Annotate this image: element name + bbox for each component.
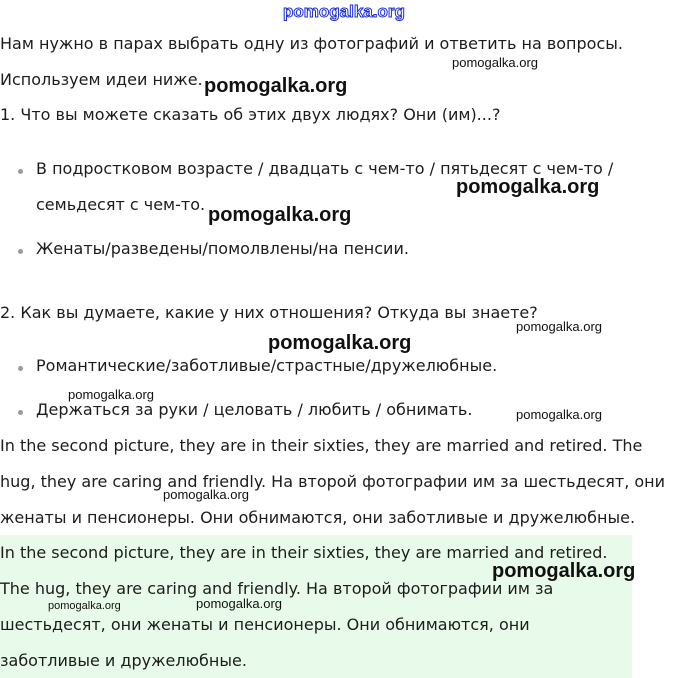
bullet-dot (18, 366, 23, 371)
bullet-dot (18, 169, 23, 174)
watermark: pomogalka.org (452, 55, 538, 70)
watermark: pomogalka.org (516, 319, 602, 334)
bullet-dot (18, 249, 23, 254)
answer-2-line-4: заботливые и дружелюбные. (0, 651, 247, 670)
q2-bullet-1: Романтические/заботливые/страстные/дружелюбные. (36, 356, 498, 375)
watermark: pomogalka.org (456, 176, 600, 198)
answer-2-line-3: шестьдесят, они женаты и пенсионеры. Они обнимаются, они (0, 615, 530, 634)
watermark: pomogalka.org (268, 332, 412, 354)
intro-line-2: Используем идеи ниже. (0, 70, 203, 89)
watermark: pomogalka.org (68, 387, 154, 402)
q2-bullet-2: Держаться за руки / целовать / любить / обнимать. (36, 400, 473, 419)
answer-1-line-1: In the second picture, they are in their sixties, they are married and retired. The (0, 436, 643, 455)
question-2-title: 2. Как вы думаете, какие у них отношения? Откуда вы знаете? (0, 303, 538, 322)
bullet-dot (18, 410, 23, 415)
answer-2-line-2: The hug, they are caring and friendly. На второй фотографии им за (0, 579, 554, 598)
q1-bullet-1-line-1: В подростковом возрасте / двадцать с чем-то / пятьдесят с чем-то / (36, 159, 614, 178)
watermark: pomogalka.org (163, 487, 249, 502)
question-1-title: 1. Что вы можете сказать об этих двух людях? Они (им)...? (0, 105, 501, 124)
answer-1-line-3: женаты и пенсионеры. Они обнимаются, они заботливые и дружелюбные. (0, 508, 636, 527)
watermark: pomogalka.org (48, 600, 121, 612)
watermark: pomogalka.org (208, 204, 352, 226)
watermark-top: pomogalka.org (283, 2, 405, 21)
watermark: pomogalka.org (204, 75, 348, 97)
watermark: pomogalka.org (516, 407, 602, 422)
intro-line-1: Нам нужно в парах выбрать одну из фотографий и ответить на вопросы. (0, 34, 623, 53)
answer-2-line-1: In the second picture, they are in their sixties, they are married and retired. (0, 543, 608, 562)
watermark: pomogalka.org (492, 560, 636, 582)
q1-bullet-2: Женаты/разведены/помолвлены/на пенсии. (36, 239, 409, 258)
watermark: pomogalka.org (196, 596, 282, 611)
q1-bullet-1-line-2: семьдесят с чем-то. (36, 195, 206, 214)
answer-1-line-2: hug, they are caring and friendly. На второй фотографии им за шестьдесят, они (0, 472, 666, 491)
